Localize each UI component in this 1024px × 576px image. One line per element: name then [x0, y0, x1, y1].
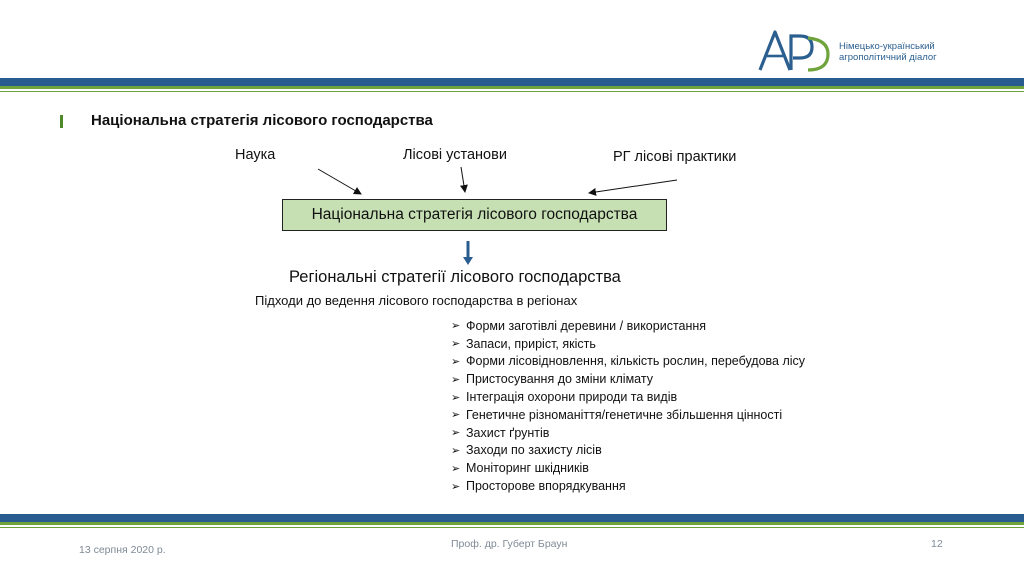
- list-item-text: Пристосування до зміни клімату: [466, 372, 653, 387]
- page-number: 12: [931, 538, 943, 550]
- list-item-text: Інтеграція охорони природи та видів: [466, 390, 678, 405]
- list-item-text: Просторове впорядкування: [466, 479, 626, 494]
- check-arrow-icon: ➢: [451, 338, 461, 351]
- list-item-text: Форми лісовідновлення, кількість рослин, перебудова лісу: [466, 354, 806, 369]
- list-item: [451, 388, 805, 406]
- source-institutions: Лісові установи: [403, 147, 507, 163]
- list-item: [451, 370, 805, 388]
- check-arrow-icon: ➢: [451, 320, 461, 333]
- check-arrow-icon: ➢: [451, 391, 461, 404]
- source-practices: РГ лісові практики: [613, 149, 737, 165]
- list-item-text: Запаси, приріст, якість: [466, 336, 596, 351]
- list-item-text: Моніторинг шкідників: [466, 461, 589, 476]
- list-item: [451, 477, 805, 495]
- footer-band-blue: [0, 514, 1024, 522]
- down-arrow-icon: [462, 241, 474, 265]
- approach-list: [451, 317, 805, 495]
- list-item: [451, 442, 805, 460]
- check-arrow-icon: ➢: [451, 427, 461, 440]
- logo-line-2: агрополітичний діалог: [839, 52, 937, 63]
- footer-band-green: [0, 522, 1024, 525]
- footer-author: Проф. др. Губерт Браун: [451, 538, 568, 550]
- arrow-science: [318, 169, 361, 194]
- list-item: [451, 424, 805, 442]
- arrow-practices: [589, 180, 677, 193]
- footer-date: 13 серпня 2020 р.: [79, 544, 166, 556]
- check-arrow-icon: ➢: [451, 373, 461, 386]
- list-item: [451, 335, 805, 353]
- list-item: [451, 353, 805, 371]
- list-item: [451, 406, 805, 424]
- arrow-institutions: [461, 167, 465, 192]
- check-arrow-icon: ➢: [451, 409, 461, 422]
- check-arrow-icon: ➢: [451, 355, 461, 368]
- list-item-text: Форми заготівлі деревини / використання: [466, 318, 707, 333]
- slide-title: Національна стратегія лісового господарства: [91, 112, 433, 129]
- check-arrow-icon: ➢: [451, 462, 461, 475]
- list-item: [451, 459, 805, 477]
- regional-strategies: Регіональні стратегії лісового господарства: [289, 268, 621, 286]
- source-science: Наука: [235, 147, 276, 163]
- check-arrow-icon: ➢: [451, 444, 461, 457]
- logo-line-1: Німецько-український: [839, 41, 935, 52]
- regional-approaches: Підходи до ведення лісового господарства в регіонах: [255, 293, 578, 308]
- footer-band-thin: [0, 527, 1024, 528]
- list-item-text: Захист ґрунтів: [466, 425, 550, 440]
- check-arrow-icon: ➢: [451, 480, 461, 493]
- list-item-text: Заходи по захисту лісів: [466, 443, 602, 458]
- list-item: [451, 317, 805, 335]
- list-item-text: Генетичне різноманіття/генетичне збільшення цінності: [466, 407, 783, 422]
- national-strategy-box: Національна стратегія лісового господарства: [282, 199, 667, 231]
